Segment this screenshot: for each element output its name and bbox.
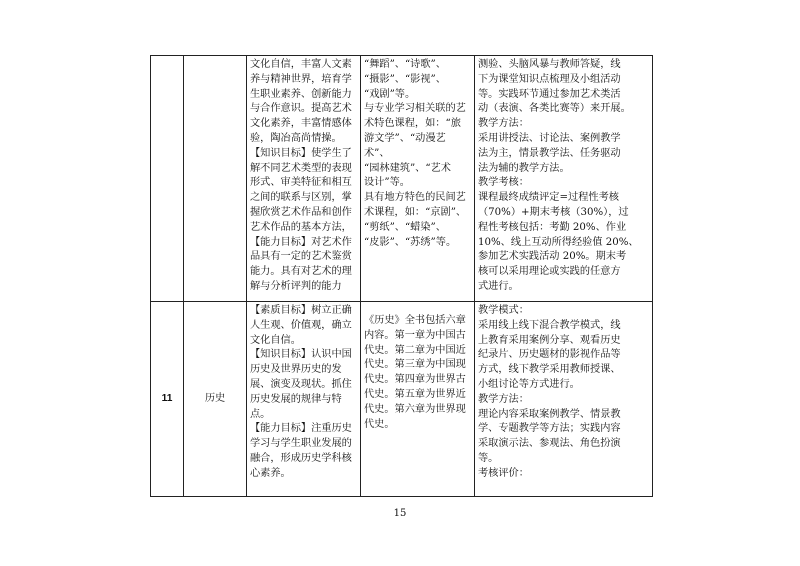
row-subject: 历史 — [184, 302, 247, 497]
page-number: 15 — [393, 508, 407, 519]
objectives-cell: 【素质目标】树立正确 人生观、价值观，确立 文化自信。 【知识目标】认识中国 历史及世界历史的发 展、演变及现状。抓住 历史发展的规律与特 点。 【能力目标】注重历史 学习与学生职业发展的 融合，形成历史学科核 心素养。 — [247, 302, 361, 497]
table-row — [151, 56, 653, 302]
course-table — [150, 55, 653, 497]
methods-cell: 教学模式： 采用线上线下混合教学模式，线 上教育采用案例分享、观看历史 纪录片、历史题材的影视作品等 方式，线下教学采用教师授课、 小组讨论等方式进行。 教学方法： 理论内容采取案例教学、情景教 学、专题教学等方法；实践内容 采取演示法、参观法、角色扮演 等。 考核评价： — [475, 302, 653, 497]
table-row — [151, 302, 653, 497]
content-cell: “舞蹈”、“诗歌”、 “摄影”、“影视”、 “戏剧”等。 与专业学习相关联的艺 术特色课程，如：“旅 游文学”、“动漫艺术”、 “园林建筑”、“艺术 设计”等。 具有地方特色的民间艺 术课程，如：“京剧”、 “剪纸”、“蜡染”、 “皮影”、“苏绣”等。 — [361, 56, 475, 302]
row-number: 11 — [151, 302, 184, 497]
content-cell: 《历史》全书包括六章 内容。第一章为中国古 代史。第二章为中国近 代史。第三章为中国现 代史。第四章为世界古 代史。第五章为世界近 代史。第六章为世界现 代史。 — [361, 302, 475, 497]
row-subject — [184, 56, 247, 302]
objectives-cell: 文化自信，丰富人文素 养与精神世界，培育学 生职业素养、创新能力 与合作意识。提高艺术 文化素养，丰富情感体 验，陶冶高尚情操。 【知识目标】使学生了 解不同艺术类型的表现 形式、审美特征和相互 之间的联系与区别，掌 握欣赏艺术作品和创作 艺术作品的基本方法， 【能力目标】对艺术作 品具有一定的艺术鉴赏 能力。具有对艺术的理 解与分析评判的能力 — [247, 56, 361, 302]
methods-cell: 测验、头脑风暴与教师答疑，线 下为课堂知识点梳理及小组活动 等。实践环节通过参加艺术类活 动（表演、各类比赛等）来开展。 教学方法： 采用讲授法、讨论法、案例教学 法为主，情景教学法、任务驱动 法为辅的教学方法。 教学考核： 课程最终成绩评定=过程性考核 （70%）+期末考核（30%），过 程性考核包括：考勤 20%、作业 10%、线上互动所得经验值 20%、 参加艺术实践活动 20%。期末考 核可以采用理论或实践的任意方 式进行。 — [475, 56, 653, 302]
row-number — [151, 56, 184, 302]
